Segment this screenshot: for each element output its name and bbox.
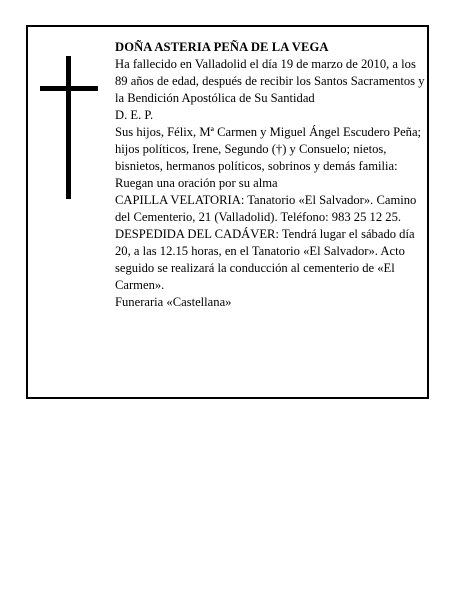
rip-abbreviation: D. E. P. bbox=[115, 108, 154, 122]
obituary-notice bbox=[26, 25, 429, 399]
deceased-name: DOÑA ASTERIA PEÑA DE LA VEGA bbox=[115, 40, 329, 54]
family-list: Sus hijos, Félix, Mª Carmen y Miguel Ángel Escudero Peña; hijos políticos, Irene, Segundo (†) y Consuelo; nietos, bisnietos, hermanos políticos, sobrinos y demás familia: bbox=[115, 125, 422, 173]
prayer-request: Ruegan una oración por su alma bbox=[115, 176, 278, 190]
cross-icon bbox=[40, 56, 98, 199]
chapel-info: CAPILLA VELATORIA: Tanatorio «El Salvador». Camino del Cementerio, 21 (Valladolid). Teléfono: 983 25 12 25. bbox=[115, 193, 417, 224]
funeral-home: Funeraria «Castellana» bbox=[115, 295, 232, 309]
cross-vertical-bar bbox=[66, 56, 71, 199]
death-info: Ha fallecido en Valladolid el día 19 de marzo de 2010, a los 89 años de edad, después de recibir los Santos Sacramentos y la Bendición Apostólica de Su Santidad bbox=[115, 57, 425, 105]
farewell-info: DESPEDIDA DEL CADÁVER: Tendrá lugar el sábado día 20, a las 12.15 horas, en el Tanatorio «El Salvador». Acto seguido se realizará la conducción al cementerio de «El Carmen». bbox=[115, 227, 415, 292]
cross-horizontal-bar bbox=[40, 86, 98, 91]
notice-text bbox=[115, 39, 427, 311]
